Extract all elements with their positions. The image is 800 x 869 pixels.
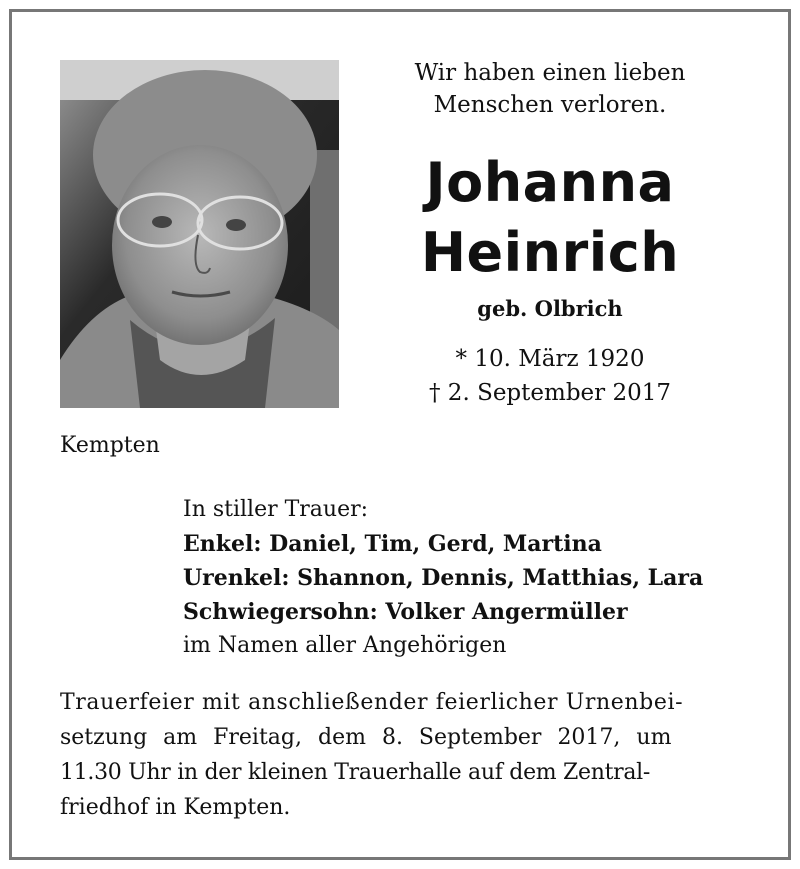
maiden-name: geb. Olbrich	[477, 296, 623, 321]
place-name: Kempten	[60, 433, 160, 458]
portrait-photo	[60, 60, 339, 408]
last-name: Heinrich	[420, 221, 680, 284]
mourners-closing: im Namen aller Angehörigen	[183, 633, 507, 658]
mourners-heading: In stiller Trauer:	[183, 497, 369, 522]
intro-line: Menschen verloren.	[433, 92, 667, 118]
life-dates	[360, 342, 740, 410]
death-date: † 2. September 2017	[429, 380, 671, 406]
mourner-line-son-in-law: Schwiegersohn: Volker Angermüller	[183, 599, 628, 625]
ceremony-line: Trauerfeier mit anschließender feierlicher Urnenbei-	[60, 690, 684, 715]
first-name: Johanna	[425, 151, 675, 214]
birth-date: * 10. März 1920	[455, 346, 645, 372]
ceremony-line: setzung am Freitag, dem 8. September 2017, um	[60, 725, 672, 750]
mourners-block	[183, 493, 763, 663]
ceremony-line: friedhof in Kempten.	[60, 795, 291, 820]
intro-text	[360, 57, 740, 121]
deceased-name	[360, 148, 740, 288]
ceremony-text	[60, 685, 742, 825]
mourner-line-grandchildren: Enkel: Daniel, Tim, Gerd, Martina	[183, 531, 602, 557]
ceremony-line: 11.30 Uhr in der kleinen Trauerhalle auf dem Zentral-	[60, 760, 651, 785]
intro-line: Wir haben einen lieben	[414, 60, 686, 86]
mourner-line-great-grandchildren: Urenkel: Shannon, Dennis, Matthias, Lara	[183, 565, 704, 591]
portrait-image	[60, 60, 339, 408]
